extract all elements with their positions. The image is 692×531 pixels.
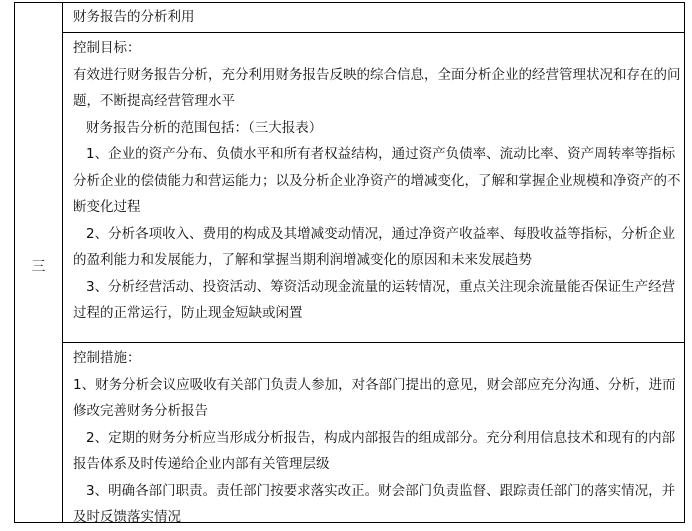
control-table — [14, 2, 685, 523]
objectives-summary: 有效进行财务报告分析，充分利用财务报告反映的综合信息，全面分析企业的经营管理状况和存在的问题，不断提高经营管理水平 — [73, 66, 681, 109]
section-number: 三 — [31, 259, 46, 275]
measure-item-3: 3、明确各部门职责。责任部门按要求落实改正。财会部门负责监督、跟踪责任部门的落实情况，并及时反馈落实情况 — [73, 482, 676, 525]
objective-item-3: 3、分析经营活动、投资活动、筹资活动现金流量的运转情况，重点关注现余流量能否保证生产经营过程的正常运行，防止现金短缺或闲置 — [73, 278, 676, 321]
scope-intro: 财务报告分析的范围包括：（三大报表） — [86, 119, 323, 136]
objective-item-1: 1、企业的资产分布、负债水平和所有者权益结构，通过资产负债率、流动比率、资产周转率等指标分析企业的偿债能力和营运能力；以及分析企业净资产的增减变化，了解和掌握企业规模和净资产的不断变化过程 — [73, 146, 681, 215]
measures-heading: 控制措施： — [73, 350, 141, 366]
section-number-cell — [15, 3, 63, 522]
section-title: 财务报告的分析利用 — [73, 9, 195, 25]
title-cell — [63, 3, 684, 33]
objectives-heading: 控制目标： — [73, 40, 141, 56]
measures-cell — [63, 343, 684, 524]
measure-item-2: 2、定期的财务分析应当形成分析报告，构成内部报告的组成部分。充分利用信息技术和现有的内部报告体系及时传递给企业内部有关管理层级 — [73, 429, 676, 472]
objective-item-2: 2、分析各项收入、费用的构成及其增减变动情况，通过净资产收益率、每股收益等指标，分析企业的盈利能力和发展能力，了解和掌握当期利润增减变化的原因和未来发展趋势 — [73, 225, 676, 268]
objectives-cell — [63, 33, 684, 343]
measure-item-1: 1、财务分析会议应吸收有关部门负责人参加，对各部门提出的意见，财会部应充分沟通、分析，进而修改完善财务分析报告 — [73, 376, 676, 419]
